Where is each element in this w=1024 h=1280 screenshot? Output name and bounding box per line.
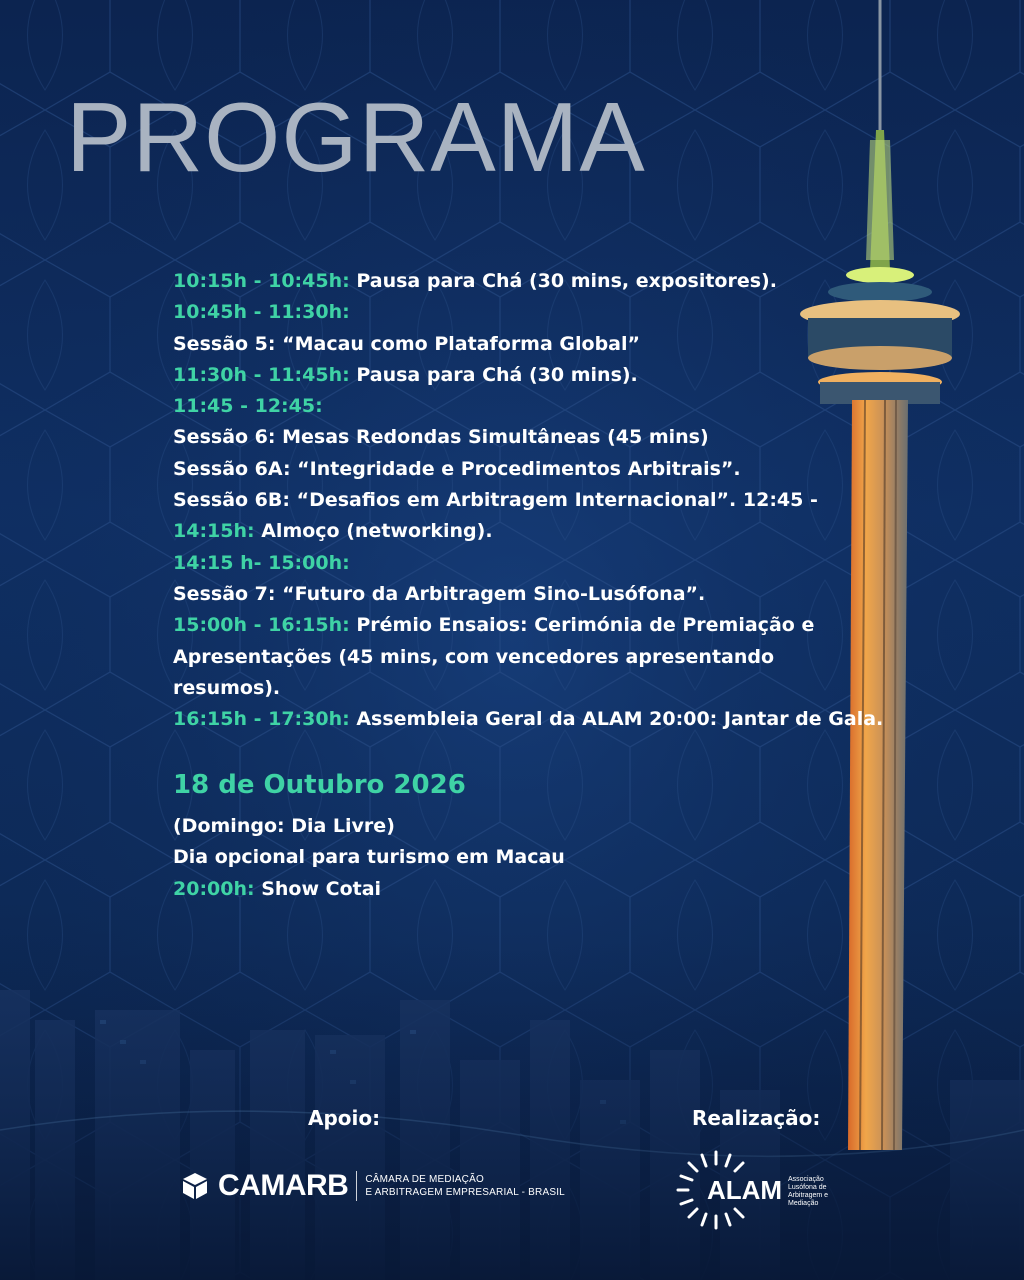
schedule-line — [173, 266, 833, 297]
event-description: Prémio Ensaios: Cerimónia de Premiação e Apresentações (45 mins, com vencedores apresentando resumos). — [173, 614, 815, 699]
schedule-line — [173, 874, 565, 905]
camarb-subtitle-line-1: CÂMARA DE MEDIAÇÃO — [365, 1174, 484, 1185]
event-description: Almoço (networking). — [254, 520, 493, 543]
schedule-line — [173, 811, 565, 842]
alam-logo — [674, 1148, 829, 1232]
event-description: (Domingo: Dia Livre) — [173, 815, 395, 837]
camarb-cube-icon — [180, 1171, 210, 1201]
schedule-line — [173, 579, 833, 610]
camarb-logo — [180, 1168, 565, 1204]
apoio-label: Apoio: — [308, 1106, 381, 1130]
time-range: 10:15h - 10:45h: — [173, 270, 350, 292]
event-description: Assembleia Geral da ALAM 20:00: Jantar de Gala. — [349, 708, 884, 731]
time-range: 14:15h: — [173, 520, 255, 543]
time-range: 20:00h: — [173, 877, 255, 900]
event-description: Pausa para Chá (30 mins). — [349, 363, 638, 386]
camarb-subtitle — [365, 1173, 565, 1199]
schedule-line — [173, 422, 833, 453]
schedule-line — [173, 516, 833, 547]
alam-subtitle: Associação Lusófona de Arbitragem e Mediação — [788, 1176, 829, 1207]
alam-name: ALAM — [707, 1175, 783, 1205]
day-heading: 18 de Outubro 2026 — [173, 770, 466, 800]
schedule-line — [173, 329, 833, 360]
event-description: Dia opcional para turismo em Macau — [173, 846, 565, 869]
logo-divider — [356, 1171, 357, 1201]
time-range: 14:15 h- 15:00h: — [173, 551, 350, 574]
schedule-line — [173, 842, 565, 873]
event-description: Sessão 6: Mesas Redondas Simultâneas (45 mins) — [173, 426, 709, 449]
event-description: Sessão 5: “Macau como Plataforma Global” — [173, 332, 641, 355]
realizacao-label: Realização: — [692, 1106, 821, 1130]
time-range: 15:00h - 16:15h: — [173, 614, 350, 637]
event-description: Sessão 7: “Futuro da Arbitragem Sino-Lusófona”. — [173, 582, 706, 605]
schedule-line — [173, 391, 833, 422]
page-title: PROGRAMA — [66, 82, 646, 192]
schedule-line — [173, 297, 833, 328]
camarb-name: CAMARB — [218, 1169, 349, 1202]
day-details — [173, 811, 565, 905]
schedule-line — [173, 704, 884, 735]
schedule-line — [173, 548, 833, 579]
event-description: Show Cotai — [254, 877, 382, 900]
schedule-line — [173, 610, 833, 704]
schedule-line — [173, 485, 833, 516]
event-description: Pausa para Chá (30 mins, expositores). — [349, 270, 777, 292]
time-range: 10:45h - 11:30h: — [173, 301, 350, 324]
schedule-list — [173, 266, 884, 735]
time-range: 16:15h - 17:30h: — [173, 708, 350, 731]
time-range: 11:45 - 12:45: — [173, 395, 323, 418]
camarb-subtitle-line-2: E ARBITRAGEM EMPRESARIAL - BRASIL — [365, 1187, 565, 1198]
schedule-line — [173, 454, 833, 485]
event-description: Sessão 6A: “Integridade e Procedimentos Arbitrais”. — [173, 457, 741, 480]
time-range: 11:30h - 11:45h: — [173, 363, 350, 386]
event-description: Sessão 6B: “Desafios em Arbitragem Internacional”. 12:45 - — [173, 489, 818, 512]
schedule-line — [173, 360, 833, 391]
